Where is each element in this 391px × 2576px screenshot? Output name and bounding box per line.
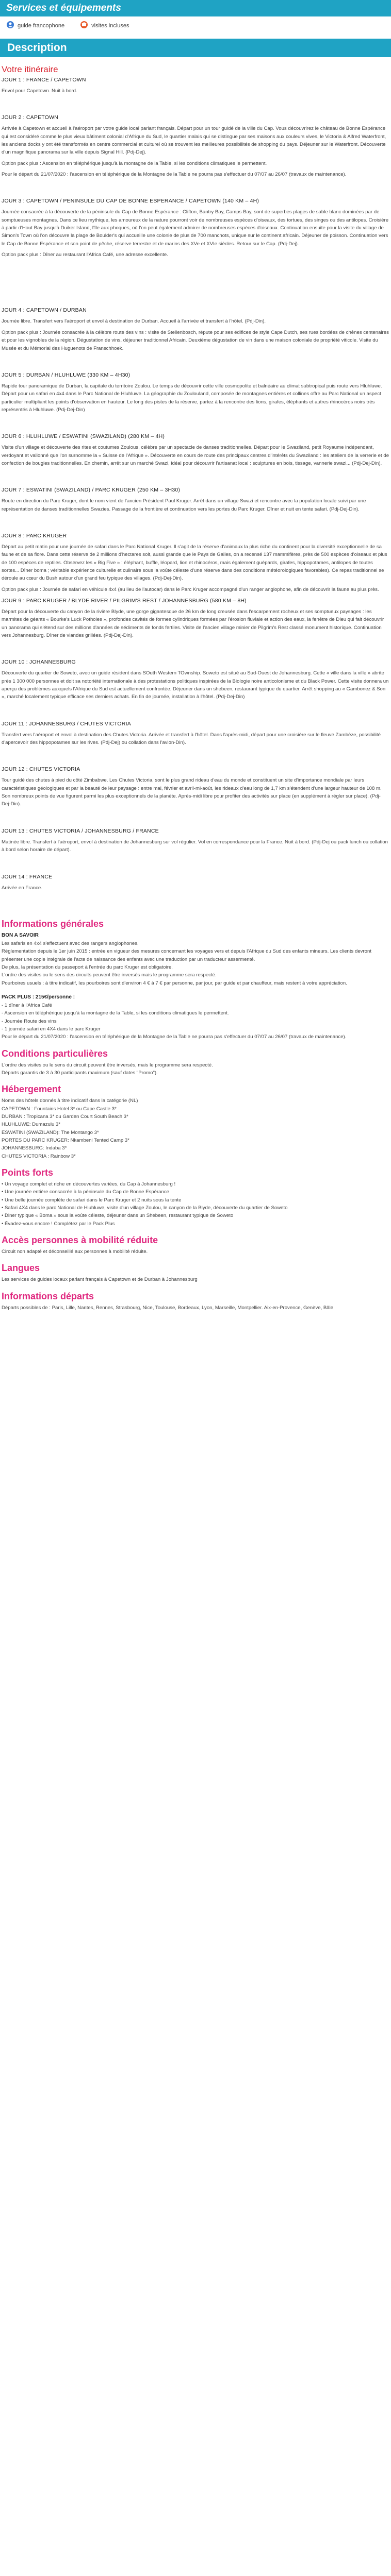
day-title: JOUR 3 : CAPETOWN / PENINSULE DU CAP DE BONNE ESPERANCE / CAPETOWN (140 KM – 4H) [2,198,259,205]
day-title: JOUR 11 : JOHANNESBURG / CHUTES VICTORIA [2,720,131,727]
day-5 [2,372,389,414]
hebergement-line: Noms des hôtels donnés à titre indicatif dans la catégorie (NL) [2,1098,138,1104]
day-4 [2,307,389,352]
hebergement-line: CHUTES VICTORIA : Rainbow 3* [2,1153,76,1159]
day-10 [2,659,389,701]
day-text: Matinée libre. Transfert à l'aéroport, envol à destination de Johannesburg sur vol régulier. Vol en correspondance pour la France. Nuit à bord. (Pdj-Dej ou pack lunch ou collation à bord selon horaire de départ). [2,839,388,853]
description-header: Description [0,39,391,57]
hebergement-title: Hébergement [2,1084,61,1095]
day-title: JOUR 12 : CHUTES VICTORIA [2,766,80,773]
hebergement-line: JOHANNESBURG: Indaba 3* [2,1145,67,1151]
hebergement-line: ESWATINI (SWAZILAND): The Montango 3* [2,1129,99,1136]
conditions-line: Départs garantis de 3 à 30 participants maximum (sauf dates "Promo"). [2,1070,158,1076]
list-item: • Safari 4X4 dans le parc National de Hluhluwe, visite d'un village Zoulou, le canyon de la Blyde, découverte du quartier de Soweto [2,1204,389,1212]
access-title: Accès personnes à mobilité réduite [2,1235,158,1246]
service-guide-label: guide francophone [18,22,65,29]
infos-line: L'ordre des visites ou le sens des circuits peuvent être inversés mais le programme sera respecté. [2,972,217,978]
services-list [0,16,391,39]
day-note: Pour le départ du 21/07/2020 : l'ascension en téléphérique de la Montagne de la Table ne pourra pas s'effectuer du 07/07 au 26/07 (travaux de maintenance). [2,172,347,178]
day-3 [2,198,389,259]
hebergement-line: CAPETOWN : Fountains Hotel 3* ou Cape Castle 3* [2,1106,117,1112]
service-guide [6,21,64,30]
day-text: Envol pour Capetown. Nuit à bord. [2,88,77,94]
day-text: Transfert vers l'aéroport et envol à destination des Chutes Victoria. Arrivée et transfert à l'hôtel. Dans l'après-midi, départ pour une croisière sur le fleuve Zambèze, possibilité d'apercevoir des hippopotames sur les rives. (Pdj-Dej) ou collation dans l'avion-Din). [2,732,381,746]
infos-line: Pourboires usuels : à titre indicatif, les pourboires sont d'environ 4 € à 7 € par personne, par jour, par guide et par chauffeur, mais restent à votre appréciation. [2,980,347,986]
langues-text: Les services de guides locaux parlant français à Capetown et de Durban à Johannesburg [2,1277,198,1283]
points-list [2,1180,389,1228]
day-text: Visite d'un village et découverte des rites et coutumes Zoulous, célèbre par un spectacle de danses traditionnelles. Départ pour le Swaziland, petit Royaume indépendant, verdoyant et vallonné que l'on surnomme la « Suisse de l'Afrique ». Découverte en cours de route des principaux centres d'intérêts du Swaziland : les ateliers de la verrerie et de confection de bougies traditionnelles. En chemin, arrêt sur un marché Swazi, idéal pour découvrir l'artisanat local : sculptures en bois, tissage, vannerie swazi... (Pdj-Dej-Din). [2,445,389,466]
day-12 [2,766,389,808]
day-text: Tour guidé des chutes à pied du côté Zimbabwe. Les Chutes Victoria, sont le plus grand rideau d'eau du monde et constituent un site d'importance mondiale par leurs caractéristiques géologiques et par la beauté de leur paysage : entre mai, février et avril-mi-août, les rideaux d'eau long de 1,7 km s'étendent d'une largeur hauteur de 108 m. Son nombreux points de vue figurent parmi les plus exceptionnels de la planète. Après-midi libre pour profiter des activités sur place (en supplément à régler sur place). (Pdj-Dej-Din). [2,777,382,807]
day-title: JOUR 8 : PARC KRUGER [2,532,67,539]
guide-icon [6,21,14,30]
visit-icon [80,21,88,30]
day-text: Route en direction du Parc Kruger, dont le nom vient de l'ancien Président Paul Kruger. Arrêt dans un village Swazi et rencontre avec la population locale suivi par une représentation de danses traditionnelles Swazies. Passage de la frontière et continuation vers les portes du Parc Kruger. Dîner et nuit en tente safari. (Pdj-Dej-Din). [2,498,366,512]
points-title: Points forts [2,1167,54,1178]
hebergement-line: HLUHLUWE: Dumazulu 3* [2,1122,61,1128]
day-text: Rapide tour panoramique de Durban, la capitale du territoire Zoulou. Le temps de découvrir cette ville cosmopolite et balnéaire au climat subtropical puis route vers Hluhluwe. Départ pour un safari en 4x4 dans le Parc National de Hluhluwe. La géographie du Zoulouland, composée de montagnes entières et collines offre au Parc National un aspect particulier multipliant les points d'observation en hauteur. Le long des pistes de la réserve, partez à la rencontre des lions, girafes, éléphants et autres rhinocéros noirs très représentés à Hluhluwe. (Pdj-Dej-Din) [2,383,382,413]
pack-line: - 1 journée safari en 4X4 dans le parc Kruger [2,1026,101,1032]
day-title: JOUR 6 : HLUHLUWE / ESWATINI (SWAZILAND) (280 KM – 4H) [2,433,165,440]
day-1 [2,77,389,95]
day-2 [2,114,389,178]
day-title: JOUR 5 : DURBAN / HLUHLUWE (330 KM – 4H30) [2,371,131,378]
pack-line: - Journée Route des vins [2,1018,57,1024]
list-item: • Diner typique « Boma » sous la voûte céleste, déjeuner dans un Shebeen, restaurant typique de Soweto [2,1212,389,1219]
list-item: • Une journée entière consacrée à la péninsule du Cap de Bonne Espérance [2,1188,389,1196]
conditions-line: L'ordre des visites ou le sens du circuit peuvent être inversés, mais le programme sera respecté. [2,1062,213,1068]
services-header: Services et équipements [0,0,391,16]
pack-line: Pour le départ du 21/07/2020 : l'ascension en téléphérique de la Montagne de la Table ne pourra pas s'effectuer du 07/07 au 26/07 (travaux de maintenance). [2,1034,347,1040]
pack-line: - 1 dîner à l'Africa Café [2,1002,52,1008]
day-option: Option pack plus : Journée de safari en véhicule 4x4 (au lieu de l'autocar) dans le Parc Kruger accompagné d'un ranger anglophone, afin de découvrir la faune au plus près. [2,586,379,592]
day-8 [2,533,389,594]
list-item: • Un voyage complet et riche en découvertes variées, du Cap à Johannesburg ! [2,1180,389,1188]
day-6 [2,433,389,467]
day-text: Journée consacrée à la découverte de la péninsule du Cap de Bonne Espérance : Clifton, Bantry Bay, Camps Bay, sont de superbes plages de sable blanc dominées par de somptueuses montagnes. Dans ce lieu mythique, les amoureux de la nature pourront voir de nombreuses espèces d'oiseaux, des tortues, des singes ou des antilopes. Croisière à partir d'Hout Bay jusqu'à Duiker Island, l'île aux phoques, où l'on peut également admirer de nombreuses espèces d'oiseaux. Continuation ensuite pour la visite du village de Simon's Town où l'on découvre la plage de Boulder's qui accueille une colonie de plus de 700 manchots, unique sur le continent africain. Déjeuner de poisson. Continuation vers le Cap de Bonne Espérance et son point de pêche, réserve terrestre et de marins des XVe et XVIe siècles. Retour sur le Cap. (Pdj-Dej). [2,209,389,247]
day-title: JOUR 1 : FRANCE / CAPETOWN [2,77,86,83]
list-item: • Évadez-vous encore ! Complétez par le Pack Plus [2,1220,389,1228]
day-title: JOUR 10 : JOHANNESBURG [2,659,76,666]
day-title: JOUR 9 : PARC KRUGER / BLYDE RIVER / PILGRIM'S REST / JOHANNESBURG (580 KM – 8H) [2,598,247,604]
service-visits [80,21,129,30]
day-11 [2,721,389,747]
pack-line: - Ascension en téléphérique jusqu'à la montagne de la Table, si les conditions climatiques le permettent. [2,1010,229,1016]
day-option: Option pack plus : Ascension en téléphérique jusqu'à la montagne de la Table, si les conditions climatiques le permettent. [2,160,267,166]
hebergement-line: DURBAN : Tropicana 3* ou Garden Court South Beach 3* [2,1114,128,1120]
day-title: JOUR 14 : FRANCE [2,873,53,880]
conditions-title: Conditions particulières [2,1048,108,1059]
infos-line: Réglementation depuis le 1er juin 2015 : entrée en vigueur des mesures concernant les voyages vers et depuis l'Afrique du Sud des enfants mineurs. Les clients devront présenter une copie intégrale de l'acte de naissance des enfants avec une traduction par un traducteur assermenté. [2,948,371,962]
day-text: Découverte du quartier de Soweto, avec un guide résident dans SOuth Western TOwnship. Soweto est situé au Sud-Ouest de Johannesburg. Cette « ville dans la ville » abrite près 1 300 000 personnes et doit sa notoriété internationale à des protestations politiques inspirées de la Biologie noire anticolonisme et du Black Power. Cette visite donnera un aperçu des problèmes auxquels l'Afrique du Sud est actuellement confrontée. Déjeuner dans un shebeen, restaurant typique du quartier. Arrêt shopping au « Gambonez & Son », marché localement typique efficace ses derniers achats. En fin de journée, installation à l'hôtel. (Pdj-Dej-Din) [2,670,389,700]
hebergement-line: PORTES DU PARC KRUGER: Nkambeni Tented Camp 3* [2,1138,129,1144]
infos-line: De plus, la présentation du passeport à l'entrée du parc Kruger est obligatoire. [2,964,173,970]
day-option: Option pack plus : Journée consacrée à la célèbre route des vins : visite de Stellenbosch, répute pour ses édifices de style Cape Dutch, ses rues bordées de chênes centenaires et pour les vignobles de la région. Dégustation de vins, déjeuner traditionnel Africain. Deuxième dégustation de vin dans une maison coloniale de propriété viticole. Visite du Musée et du Mémorial des Huguenots de Franschhoek. [2,329,389,351]
access-text: Circuit non adapté et déconseillé aux personnes à mobilité réduite. [2,1249,148,1255]
langues-title: Langues [2,1263,40,1274]
day-7 [2,487,389,513]
day-text: Départ pour la découverte du canyon de la rivière Blyde, une gorge gigantesque de 26 km de long creusée dans l'escarpement rocheux et ses somptueux paysages : les marmites de géants « Bourke's Luck Potholes », profondes cavités de formes cylindriques formées par l'érosion fluviale et action des eaux, la fenêtre de Dieu qui fait découvrir un panorama qui s'étend sur des millions d'années de sédiments de fonds fertiles. Visite de l'ancien village minier de Pilgrim's Rest classé monument historique. Continuation vers Johannesburg. Dîner de viandes grillées. (Pdj-Dej-Din). [2,609,384,639]
day-title: JOUR 4 : CAPETOWN / DURBAN [2,307,87,314]
infos-bon-label: BON A SAVOIR [2,932,39,938]
day-9 [2,598,389,639]
infos-line: Les safaris en 4x4 s'effectuent avec des rangers anglophones. [2,940,139,946]
infos-title: Informations générales [2,918,104,929]
day-title: JOUR 2 : CAPETOWN [2,114,58,121]
day-text: Départ au petit matin pour une journée de safari dans le Parc National Kruger. Il s'agit de la réserve d'animaux la plus riche du continent pour la diversité exceptionnelle de sa faune et de sa flore. Dans cette réserve de 2 millions d'hectares soit, aussi grande que le Pays de Galles, on a recensé 137 mammifères, près de 500 espèces d'oiseaux et plus de 100 espèces de reptiles. Observez les « Big Five » : éléphant, buffle, léopard, lion et rhinocéros, mais également guépards, girafes, hippopotames, antilopes de toutes sortes... Dîner boma ; véritable expérience culturelle et culinaire sous la voûte céleste d'une réserve dans des conditions météorologiques favorables). Ce repas traditionnel se déroule au cœur du Bush autour d'un grand feu typique des villages. (Pdj-Dej-Din). [2,544,387,582]
itinerary-title: Votre itinéraire [2,64,58,74]
day-13 [2,828,389,854]
departs-title: Informations départs [2,1291,94,1301]
day-14 [2,874,389,892]
day-title: JOUR 13 : CHUTES VICTORIA / JOHANNESBURG / FRANCE [2,827,159,834]
day-text: Arrivée à Capetown et accueil à l'aéroport par votre guide local parlant français. Départ pour un tour guidé de la ville du Cap. Vous découvrirez le château de Bonne Espérance qui est considéré comme le plus vieux bâtiment colonial d'Afrique du Sud, le quartier malais qui se distingue par ses maisons aux couleurs vives, le Victoria & Alfred Waterfront, les anciens docks y ont été transformés en centre commercial et culturel où se trouvent les meilleures possibilités de shopping du pays. Déjeuner sur le Waterfront. Découverte d'un magnifique panorama sur la ville depuis Signal Hill. (Pdj-Dej). [2,126,386,156]
pack-title: PACK PLUS : 215€/personne : [2,994,75,1000]
departs-text: Départs possibles de : Paris, Lille, Nantes, Rennes, Strasbourg, Nice, Toulouse, Bordeaux, Lyon, Marseille, Montpellier. Aix-en-Provence, Genève, Bâle [2,1304,334,1311]
description-content [0,64,391,1312]
day-text: Journée libre. Transfert vers l'aéroport et envol à destination de Durban. Accueil à l'arrivée et transfert à l'hôtel. (Pdj-Din). [2,318,266,325]
service-visits-label: visites incluses [91,22,129,29]
day-title: JOUR 7 : ESWATINI (SWAZILAND) / PARC KRUGER (250 KM – 3H30) [2,487,181,494]
list-item: • Une belle journée complète de safari dans le Parc Kruger et 2 nuits sous la tente [2,1196,389,1204]
day-option: Option pack plus : Dîner au restaurant l'Africa Café, une adresse excellente. [2,252,168,258]
day-text: Arrivée en France. [2,885,42,891]
